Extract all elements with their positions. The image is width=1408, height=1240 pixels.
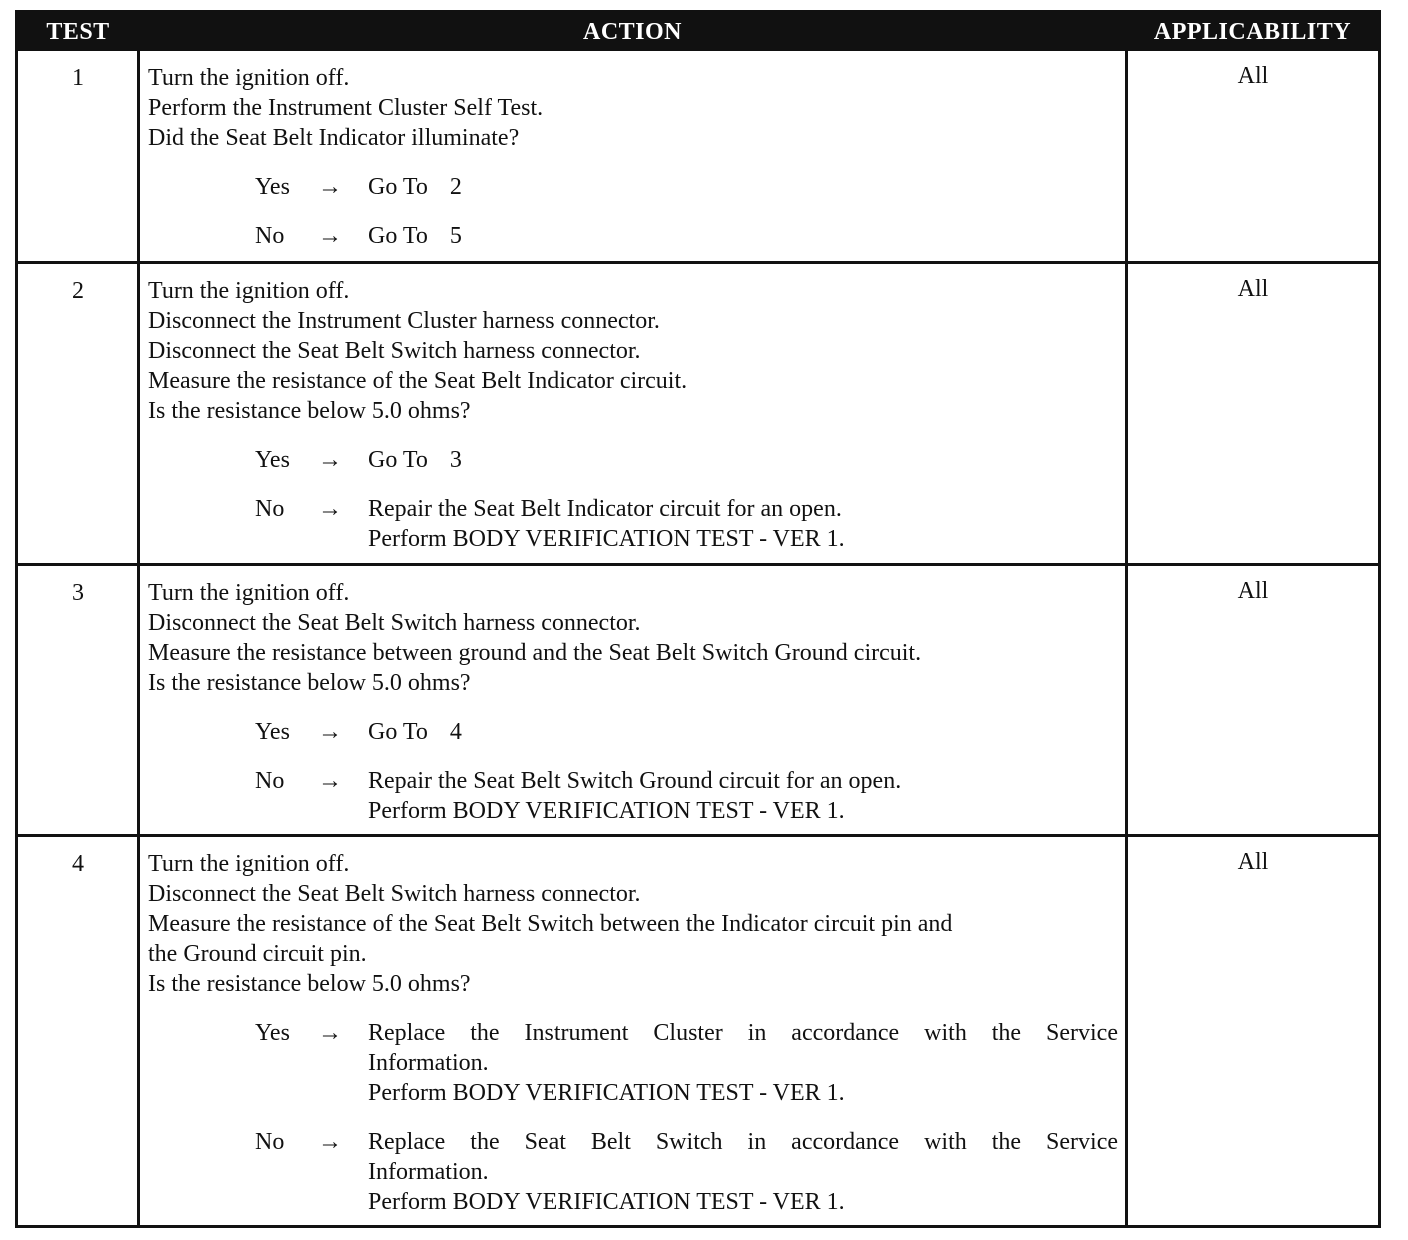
action-step: Disconnect the Instrument Cluster harness connector. <box>148 308 660 334</box>
goto-text: Go To <box>368 447 428 473</box>
action-step: the Ground circuit pin. <box>148 941 367 967</box>
no-branch <box>148 494 1118 554</box>
goto-target: 4 <box>449 719 462 745</box>
action-cell <box>148 849 1118 1217</box>
goto-target: 2 <box>449 174 462 200</box>
test-row-4 <box>18 837 1378 1225</box>
result-line: Information. <box>368 1159 489 1185</box>
action-step: Did the Seat Belt Indicator illuminate? <box>148 125 520 151</box>
action-step: Is the resistance below 5.0 ohms? <box>148 971 471 997</box>
action-step: Turn the ignition off. <box>148 851 350 877</box>
header-applicability: APPLICABILITY <box>1153 19 1352 45</box>
right-arrow-icon: → <box>318 447 342 473</box>
action-cell <box>148 63 1118 251</box>
action-cell <box>148 578 1118 826</box>
yes-label: Yes <box>255 447 290 473</box>
no-label: No <box>255 1129 285 1155</box>
result-line: Perform BODY VERIFICATION TEST - VER 1. <box>368 1189 845 1215</box>
right-arrow-icon: → <box>318 719 342 745</box>
goto-result <box>368 717 1118 747</box>
action-cell <box>148 276 1118 554</box>
table-header <box>18 13 1378 51</box>
test-number: 4 <box>72 851 84 877</box>
result-line: Repair the Seat Belt Switch Ground circuit for an open. <box>368 768 902 794</box>
action-step: Measure the resistance between ground and the Seat Belt Switch Ground circuit. <box>148 640 922 666</box>
yes-branch <box>148 1018 1118 1108</box>
no-branch <box>148 1127 1118 1217</box>
applicability-value: All <box>1237 578 1269 604</box>
result-line: Replace the Seat Belt Switch in accordance with the Service <box>368 1129 1118 1155</box>
no-branch <box>148 221 1118 251</box>
applicability-value: All <box>1237 276 1269 302</box>
branch-result <box>368 1018 1118 1108</box>
action-step: Measure the resistance of the Seat Belt Switch between the Indicator circuit pin and <box>148 911 953 937</box>
header-action: ACTION <box>582 19 682 45</box>
yes-branch <box>148 172 1118 202</box>
no-label: No <box>255 768 285 794</box>
right-arrow-icon: → <box>318 1020 342 1046</box>
right-arrow-icon: → <box>318 496 342 522</box>
right-arrow-icon: → <box>318 174 342 200</box>
test-number: 3 <box>72 580 84 606</box>
goto-target: 5 <box>449 223 462 249</box>
action-step: Disconnect the Seat Belt Switch harness connector. <box>148 881 641 907</box>
branch-result <box>368 1127 1118 1217</box>
test-row-2 <box>18 264 1378 566</box>
yes-branch <box>148 445 1118 475</box>
action-step: Disconnect the Seat Belt Switch harness connector. <box>148 338 641 364</box>
result-line: Replace the Instrument Cluster in accordance with the Service <box>368 1020 1118 1046</box>
no-branch <box>148 766 1118 826</box>
goto-target: 3 <box>449 447 462 473</box>
goto-result <box>368 172 1118 202</box>
yes-label: Yes <box>255 1020 290 1046</box>
goto-text: Go To <box>368 174 428 200</box>
right-arrow-icon: → <box>318 223 342 249</box>
test-row-3 <box>18 566 1378 837</box>
action-step: Turn the ignition off. <box>148 65 350 91</box>
goto-result <box>368 221 1118 251</box>
no-label: No <box>255 223 285 249</box>
action-step: Is the resistance below 5.0 ohms? <box>148 398 471 424</box>
result-line: Repair the Seat Belt Indicator circuit for an open. <box>368 496 842 522</box>
right-arrow-icon: → <box>318 768 342 794</box>
action-step: Turn the ignition off. <box>148 580 350 606</box>
applicability-value: All <box>1237 849 1269 875</box>
action-step: Perform the Instrument Cluster Self Test. <box>148 95 544 121</box>
result-line: Perform BODY VERIFICATION TEST - VER 1. <box>368 1080 845 1106</box>
no-label: No <box>255 496 285 522</box>
test-number: 2 <box>72 278 84 304</box>
test-row-1 <box>18 51 1378 264</box>
header-test: TEST <box>46 19 110 45</box>
branch-result <box>368 494 1118 554</box>
yes-branch <box>148 717 1118 747</box>
result-line: Perform BODY VERIFICATION TEST - VER 1. <box>368 526 845 552</box>
result-line: Perform BODY VERIFICATION TEST - VER 1. <box>368 798 845 824</box>
branch-result <box>368 766 1118 826</box>
action-step: Measure the resistance of the Seat Belt Indicator circuit. <box>148 368 688 394</box>
goto-text: Go To <box>368 719 428 745</box>
yes-label: Yes <box>255 719 290 745</box>
applicability-value: All <box>1237 63 1269 89</box>
right-arrow-icon: → <box>318 1129 342 1155</box>
goto-text: Go To <box>368 223 428 249</box>
test-number: 1 <box>72 65 84 91</box>
goto-result <box>368 445 1118 475</box>
action-step: Disconnect the Seat Belt Switch harness connector. <box>148 610 641 636</box>
yes-label: Yes <box>255 174 290 200</box>
action-step: Turn the ignition off. <box>148 278 350 304</box>
result-line: Information. <box>368 1050 489 1076</box>
diagnostic-test-table <box>15 10 1381 1228</box>
action-step: Is the resistance below 5.0 ohms? <box>148 670 471 696</box>
